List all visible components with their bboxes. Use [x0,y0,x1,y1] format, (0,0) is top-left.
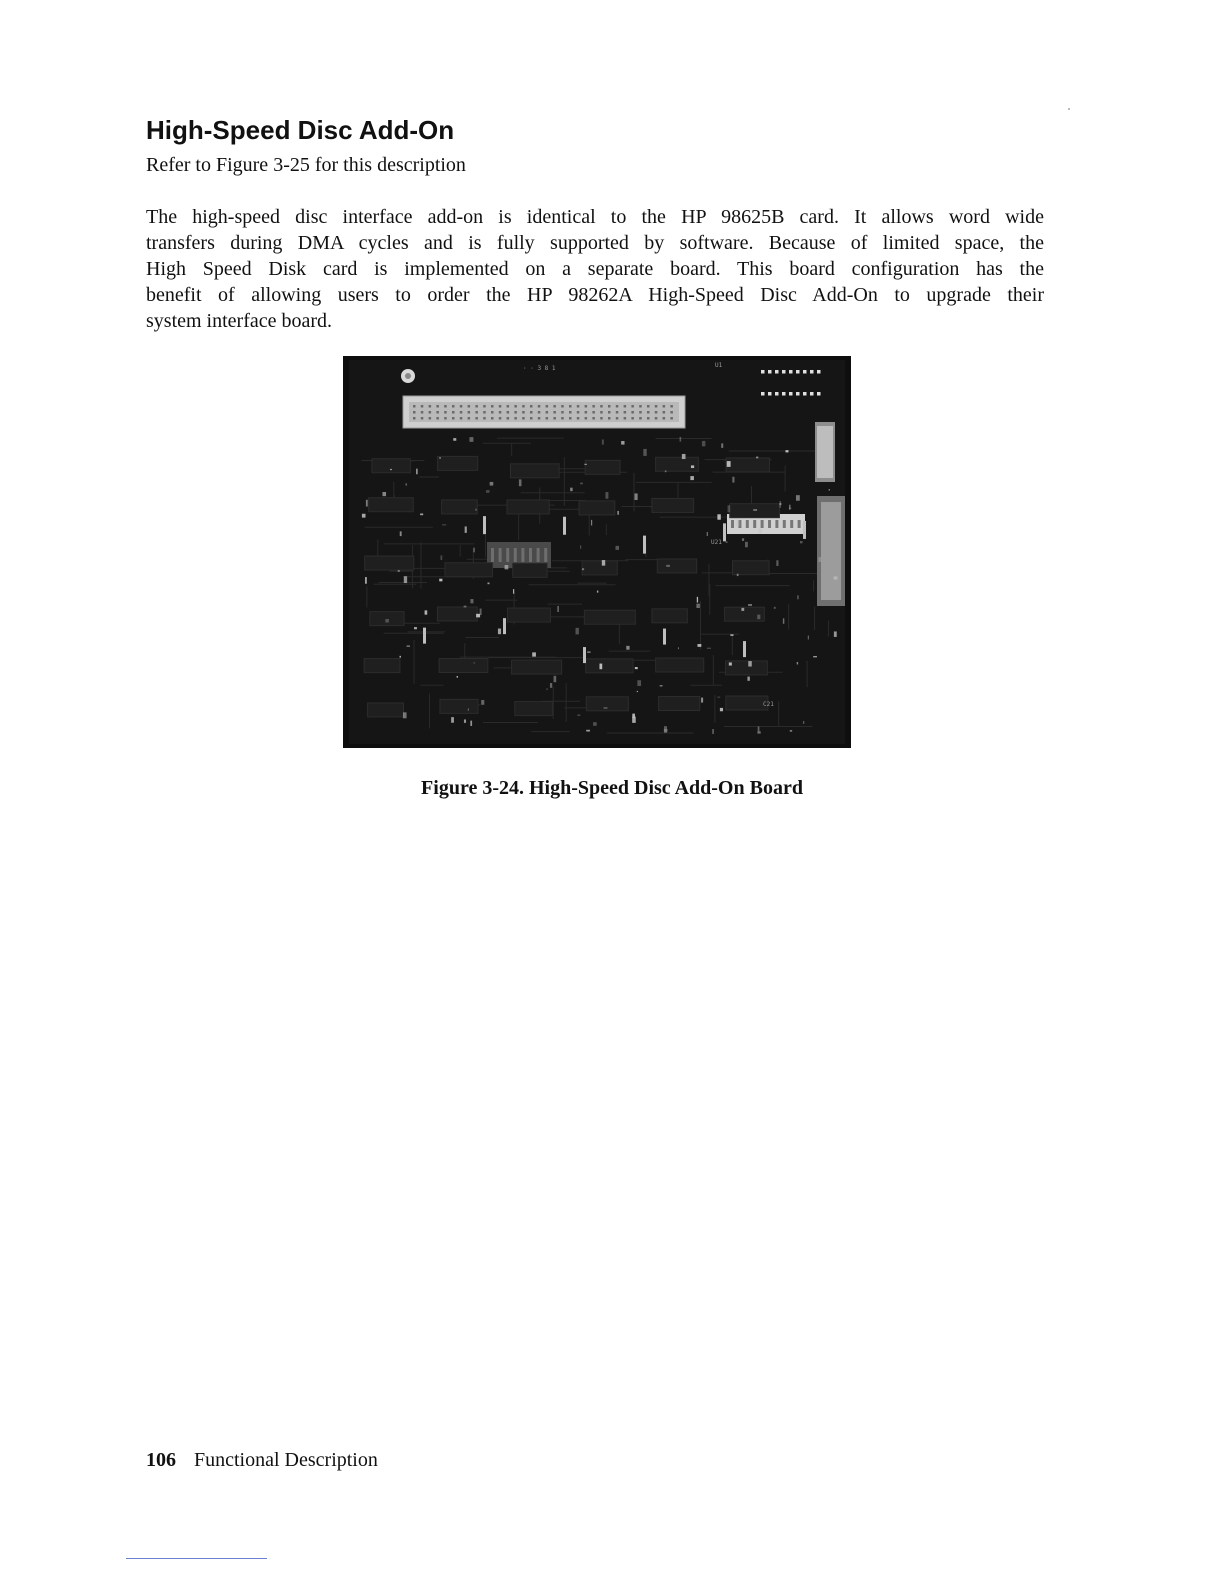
section-heading: High-Speed Disc Add-On [146,115,455,145]
svg-text:U1: U1 [715,362,723,369]
paragraph-line: benefit of allowing users to order the HP 98262A High-Speed Disc Add-On to upgrade their [146,284,1044,306]
scan-speck [1068,108,1070,110]
circuit-board-photo [343,356,851,748]
svg-text:U21: U21 [711,539,722,546]
paragraph-line: system interface board. [146,310,333,332]
paragraph-line: The high-speed disc interface add-on is identical to the HP 98625B card. It allows word wide [146,206,1044,228]
paragraph-line: High Speed Disk card is implemented on a separate board. This board configuration has the [146,258,1044,280]
paragraph-line: transfers during DMA cycles and is fully supported by software. Because of limited space, the [146,232,1044,254]
figure-caption: Figure 3-24. High-Speed Disc Add-On Board [421,777,803,799]
description-paragraph [146,204,1044,334]
svg-text:C21: C21 [763,701,774,708]
running-title: Functional Description [194,1449,378,1471]
svg-text:· · 3 8 1: · · 3 8 1 [523,365,556,372]
footnote-rule [126,1558,267,1559]
figure-reference-line: Refer to Figure 3-25 for this description [146,154,466,176]
page-footer [146,1447,378,1473]
page-number: 106 [146,1449,176,1471]
